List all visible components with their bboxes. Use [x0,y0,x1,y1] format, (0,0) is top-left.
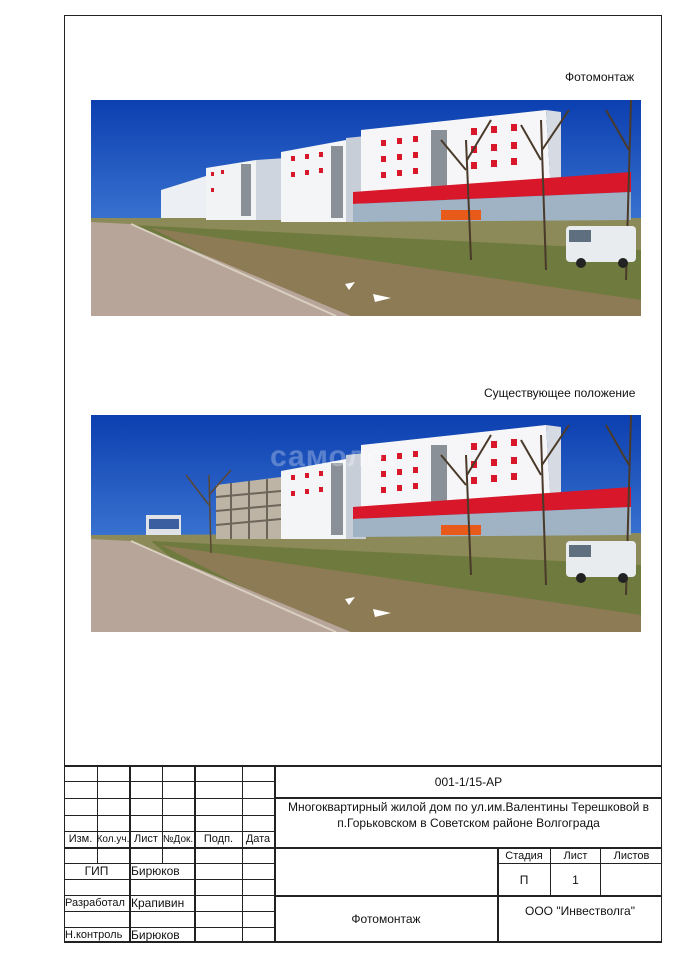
name-gip: Бирюков [131,864,180,878]
sheets-label: Листов [613,849,650,862]
name-developer: Крапивин [131,896,185,910]
sheet-label: Лист [563,849,588,862]
document-code: 001-1/15-АР [434,774,503,789]
caption-existing-state: Существующее положение [484,386,636,400]
col-header-koluch: Кол.уч. [96,833,130,845]
role-gip: ГИП [84,864,109,878]
project-name-line1: Многоквартирный жилой дом по ул.им.Валентины Терешковой в [288,800,649,814]
stage-label: Стадия [505,849,543,862]
col-header-ndok: №Док. [162,833,194,845]
sheet-value: 1 [572,872,579,887]
role-norm-control: Н.контроль [65,928,123,941]
title-block [64,765,662,943]
name-norm-control: Бирюков [131,927,180,942]
watermark: самолет [270,440,400,473]
project-name-line2: п.Горьковском в Советском районе Волгограда [337,816,600,830]
col-header-data: Дата [245,833,271,845]
sheets-value [601,864,662,895]
col-header-podp: Подп. [203,833,234,845]
col-header-list: Лист [134,833,158,845]
company-name: ООО "Инвестволга" [525,904,635,918]
stage-value: П [519,872,529,887]
caption-photomontage: Фотомонтаж [565,70,635,84]
sheet-title: Фотомонтаж [351,912,421,926]
role-developer: Разработал [65,897,125,909]
photo-photomontage [91,100,641,316]
col-header-izm: Изм. [68,833,93,845]
